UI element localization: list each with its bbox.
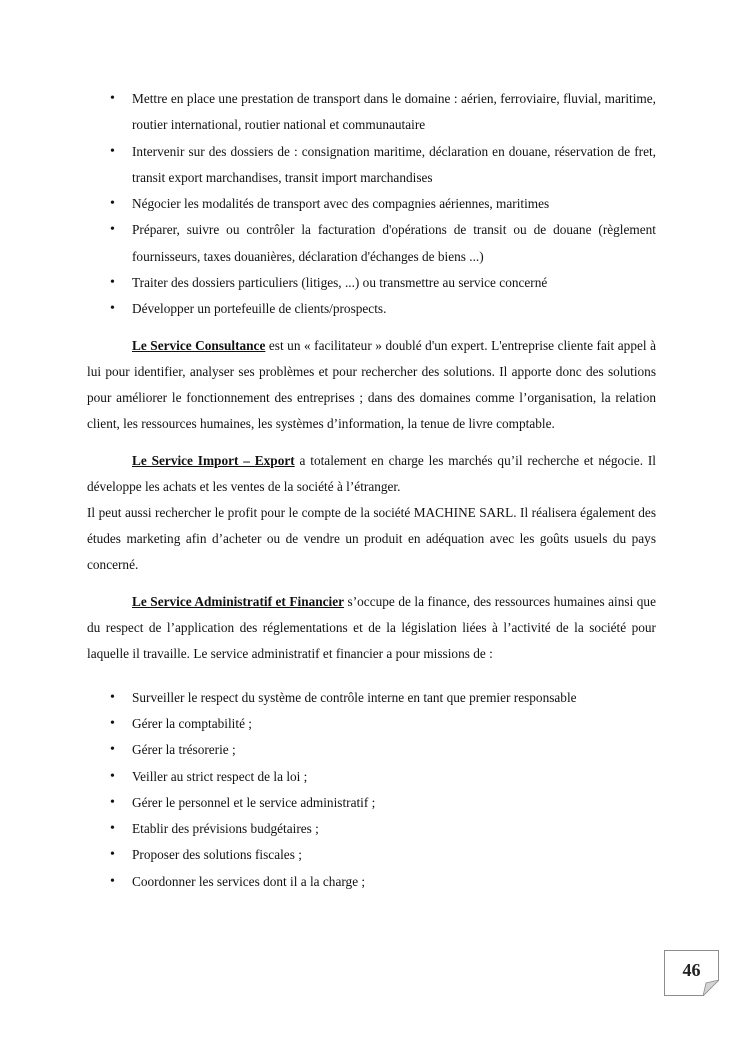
bullet-icon: • xyxy=(110,275,115,291)
list-item xyxy=(87,790,656,816)
page-number: 46 xyxy=(682,960,701,980)
list-item-text: Négocier les modalités de transport avec des compagnies aériennes, maritimes xyxy=(132,196,550,212)
bullet-icon: • xyxy=(110,715,115,731)
bullet-icon: • xyxy=(110,873,115,889)
admin-financier-text: s’occupe de la finance, des ressources humaines ainsi que du respect de l’application des réglementations et de la législation liées à l’activité de la société pour laquelle il travaille. Le service administratif et financier a pour missions de : xyxy=(87,593,656,661)
bullet-icon: • xyxy=(110,768,115,784)
bullet-icon: • xyxy=(110,91,115,106)
list-item-text: Développer un portefeuille de clients/prospects. xyxy=(132,301,387,317)
list-item xyxy=(87,217,656,270)
list-item xyxy=(87,191,656,217)
bullet-icon: • xyxy=(110,222,115,238)
list-item-text: Coordonner les services dont il a la charge ; xyxy=(132,873,366,889)
list-item xyxy=(87,139,656,192)
list-item-text: Gérer le personnel et le service administratif ; xyxy=(132,794,376,810)
page-curl-icon xyxy=(703,980,719,996)
bullet-icon: • xyxy=(110,794,115,810)
consultance-paragraph xyxy=(87,333,656,437)
list-item-text: Gérer la trésorerie ; xyxy=(132,742,236,758)
list-item-text: Veiller au strict respect de la loi ; xyxy=(132,768,308,784)
list-item xyxy=(87,685,656,711)
list-item xyxy=(87,816,656,842)
list-item-text: Intervenir sur des dossiers de : consignation maritime, déclaration en douane, réservation de fret, transit export marchandises, transit import marchandises xyxy=(132,143,656,185)
list-item xyxy=(87,764,656,790)
list-item xyxy=(87,711,656,737)
bullet-icon: • xyxy=(110,821,115,837)
import-export-text-2: Il peut aussi rechercher le profit pour le compte de la société MACHINE SARL. Il réalisera également des études marketing afin d’acheter ou de vendre un produit en adéquation avec les goûts usuels du pays concerné. xyxy=(87,504,656,572)
admin-financier-title: Le Service Administratif et Financier xyxy=(132,593,345,609)
list-item xyxy=(87,737,656,763)
consultance-title: Le Service Consultance xyxy=(132,337,266,353)
import-export-title: Le Service Import – Export xyxy=(132,452,295,468)
list-item xyxy=(87,86,656,139)
bullet-icon: • xyxy=(110,301,115,317)
bullet-icon: • xyxy=(110,742,115,758)
bullet-icon: • xyxy=(110,143,115,159)
bullet-icon: • xyxy=(110,689,115,705)
list-item-text: Etablir des prévisions budgétaires ; xyxy=(132,821,319,837)
consultance-text: est un « facilitateur » doublé d'un expert. L'entreprise cliente fait appel à lui pour identifier, analyser ses problèmes et pour rechercher des solutions. Il apporte donc des solutions pour améliorer le fonctionnement des entreprises ; dans des domaines comme l’organisation, la relation client, les ressources humaines, les systèmes d’information, la tenue de livre comptable. xyxy=(87,337,656,431)
bullet-icon: • xyxy=(110,847,115,863)
bullet-icon: • xyxy=(110,196,115,212)
page-number-box xyxy=(664,950,719,996)
list-item xyxy=(87,270,656,296)
list-item-text: Préparer, suivre ou contrôler la facturation d'opérations de transit ou de douane (règlement fournisseurs, taxes douanières, déclaration d'échanges de biens ...) xyxy=(132,222,656,264)
import-export-paragraph xyxy=(87,448,656,578)
list-item-text: Gérer la comptabilité ; xyxy=(132,715,252,731)
admin-financier-paragraph xyxy=(87,589,656,667)
import-export-text-1: a totalement en charge les marchés qu’il recherche et négocie. Il développe les achats et les ventes de la société à l’étranger. xyxy=(87,452,656,494)
list-item-text: Proposer des solutions fiscales ; xyxy=(132,847,302,863)
intro-bullet-list xyxy=(87,86,656,323)
list-item xyxy=(87,869,656,895)
missions-bullet-list xyxy=(87,685,656,895)
list-item-text: Surveiller le respect du système de contrôle interne en tant que premier responsable xyxy=(132,689,577,705)
list-item-text: Mettre en place une prestation de transport dans le domaine : aérien, ferroviaire, fluvial, maritime, routier international, routier national et communautaire xyxy=(132,91,656,133)
list-item xyxy=(87,842,656,868)
list-item xyxy=(87,296,656,322)
document-page xyxy=(87,86,656,895)
list-item-text: Traiter des dossiers particuliers (litiges, ...) ou transmettre au service concerné xyxy=(132,275,548,291)
